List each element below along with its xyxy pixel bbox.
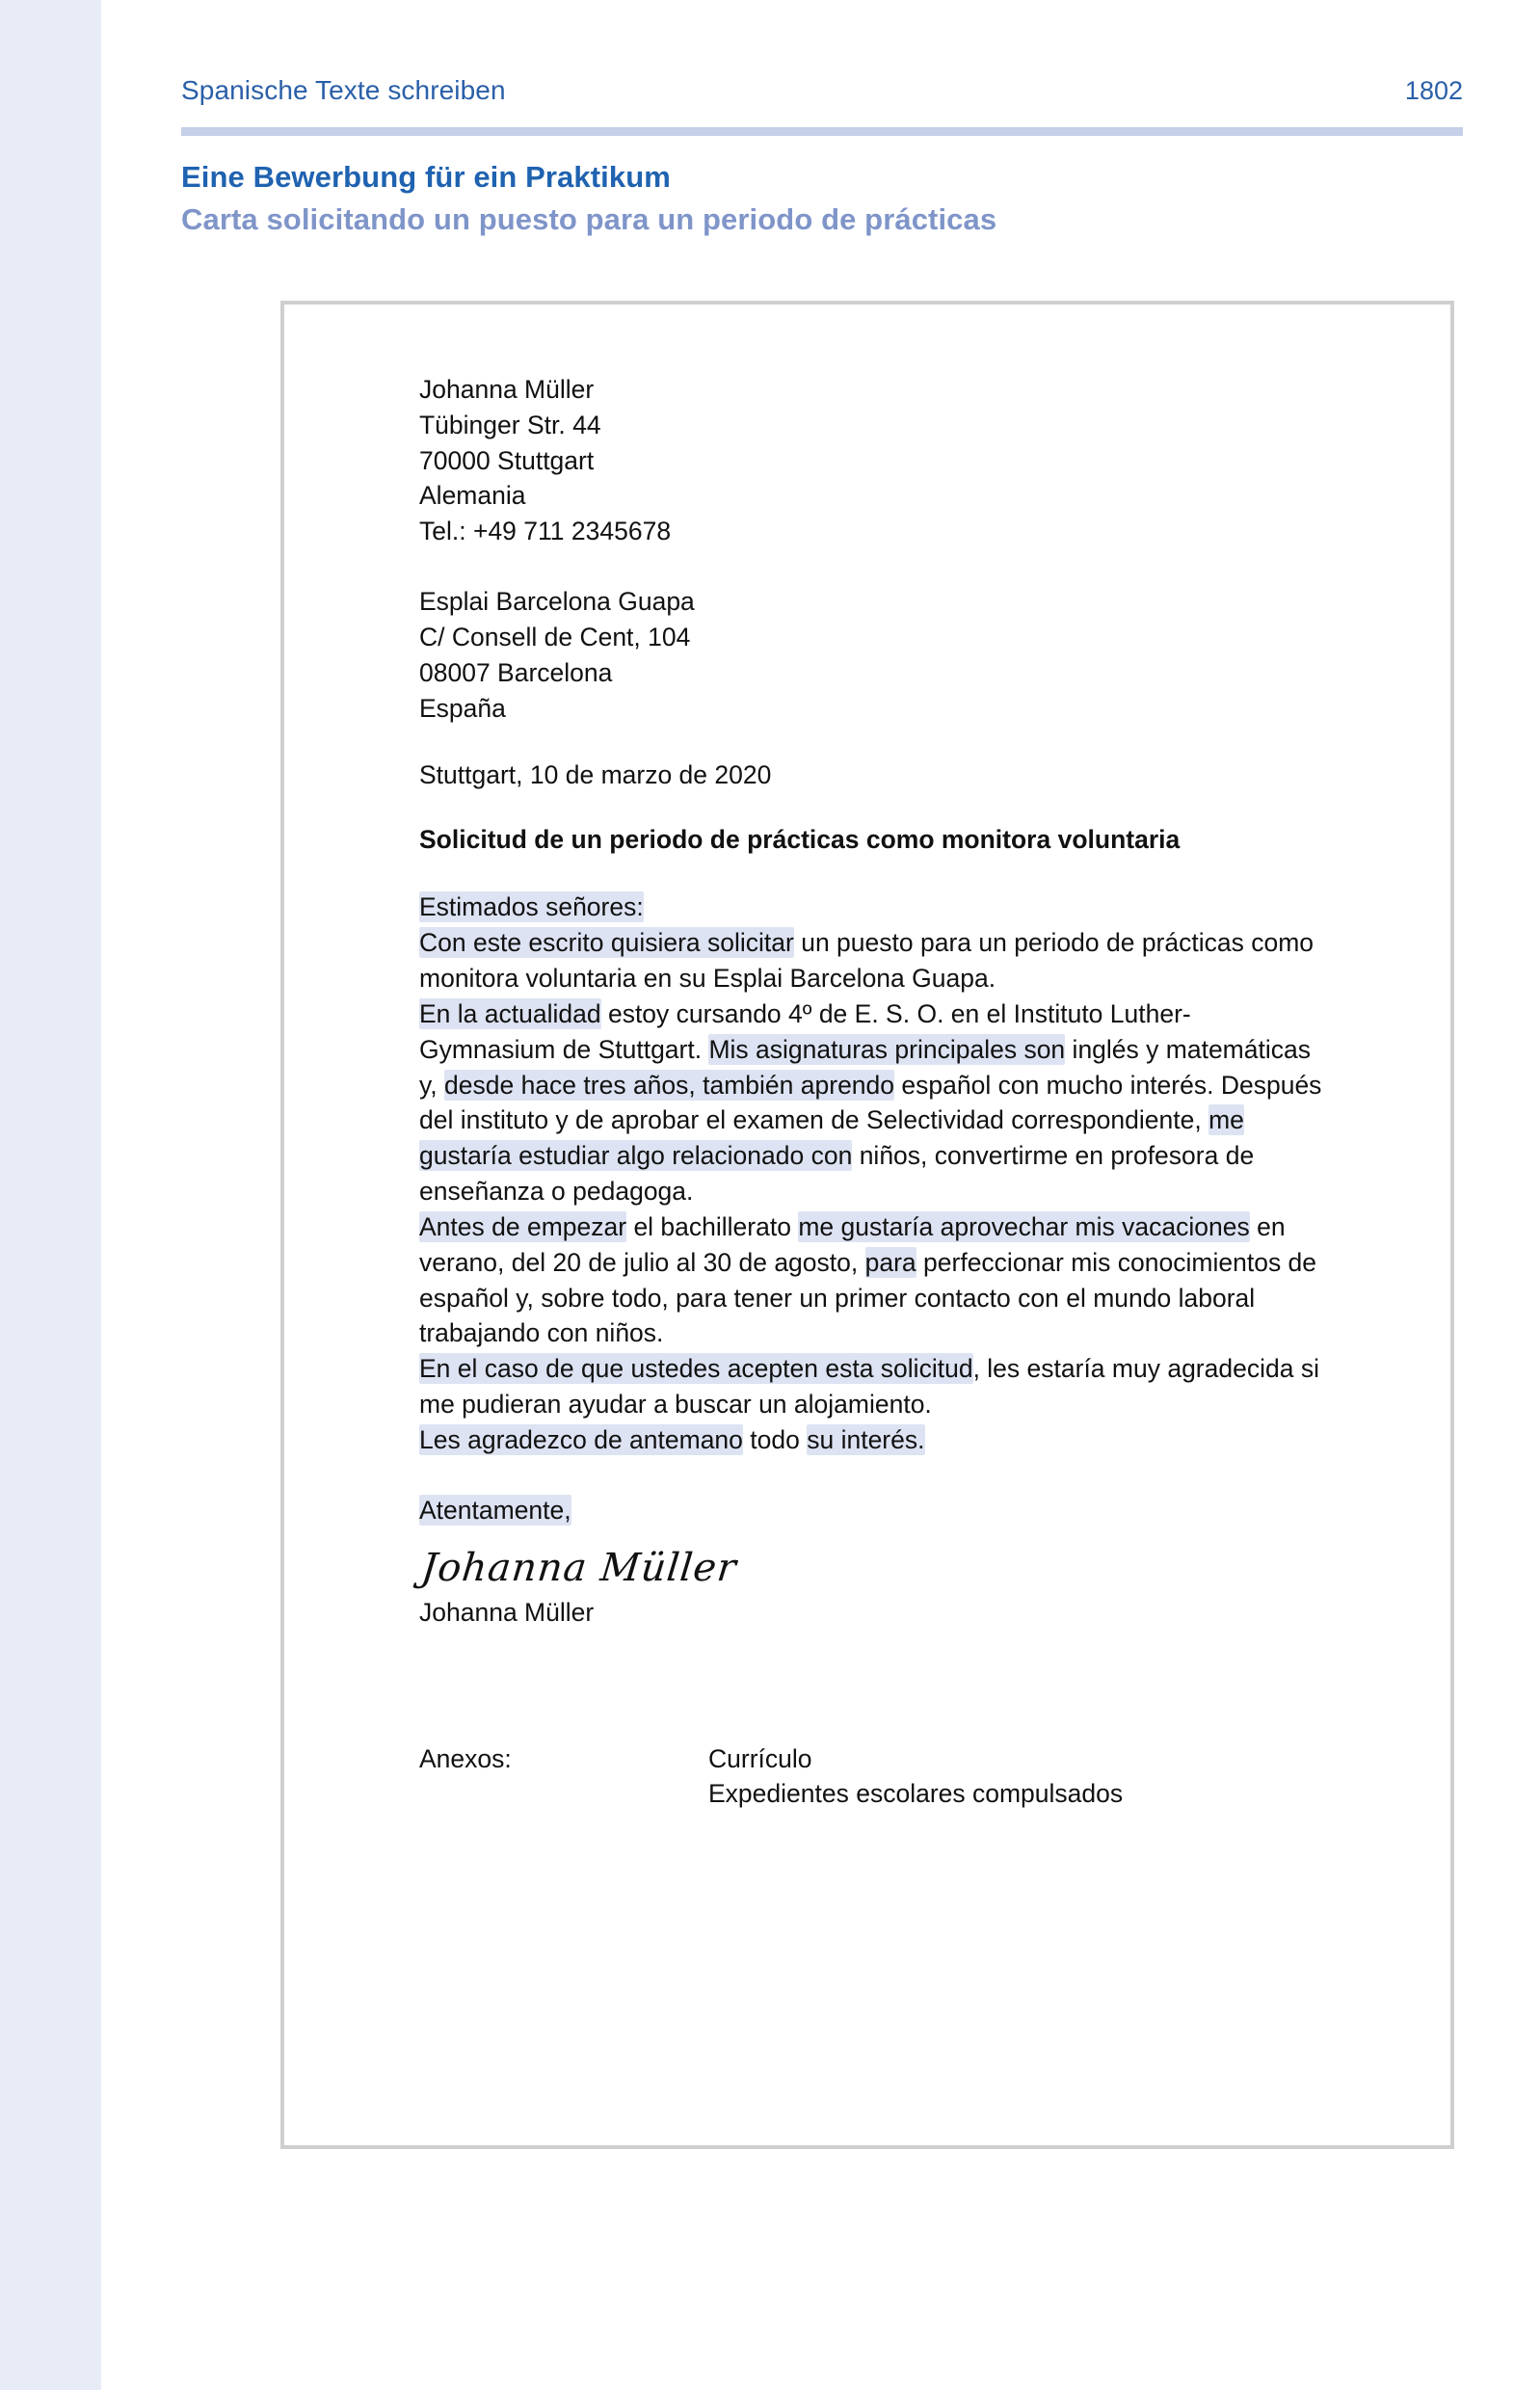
letter-closing xyxy=(419,1493,1325,1528)
page-header xyxy=(181,75,1463,106)
highlight-phrase: En la actualidad xyxy=(419,998,601,1028)
text-run: español con mucho interés. Después del instituto y de aprobar el examen de Selectividad correspondiente, xyxy=(419,1070,1322,1135)
highlight-phrase: para xyxy=(864,1247,916,1277)
highlight-phrase: Con este escrito quisiera solicitar xyxy=(419,928,794,958)
letter-date: Stuttgart, 10 de marzo de 2020 xyxy=(419,760,772,790)
spacer xyxy=(419,1628,1325,1741)
header-divider xyxy=(181,127,1463,136)
spacer xyxy=(419,1458,1325,1493)
recipient-line: Esplai Barcelona Guapa xyxy=(419,587,695,617)
handwritten-signature: Johanna Müller xyxy=(419,1545,739,1590)
text-run: perfeccionar mis conocimientos de español y, sobre todo, para tener un primer contacto con el mundo laboral trabajando con niños. xyxy=(419,1247,1317,1348)
recipient-line: España xyxy=(419,693,506,723)
letter-paragraph-2 xyxy=(419,996,1325,1209)
header-page-number: 1802 xyxy=(1404,76,1463,105)
sender-line: Alemania xyxy=(419,481,526,511)
highlight-phrase: En el caso de que ustedes acepten esta solicitud xyxy=(419,1354,973,1384)
sender-line: Tel.: +49 711 2345678 xyxy=(419,517,672,546)
spacer xyxy=(419,1528,1325,1546)
sender-line: 70000 Stuttgart xyxy=(419,445,595,475)
title-spanish: Carta solicitando un puesto para un periodo de prácticas xyxy=(181,202,997,237)
sender-line: Johanna Müller xyxy=(419,375,595,404)
attachments-label: Anexos: xyxy=(419,1743,512,1773)
spacer xyxy=(419,855,1325,890)
text-run: el bachillerato xyxy=(626,1211,799,1241)
highlight-phrase: Mis asignaturas principales son xyxy=(708,1034,1066,1064)
highlight-phrase: Les agradezco de antemano xyxy=(419,1424,743,1454)
highlight-phrase: desde hace tres años, también aprendo xyxy=(444,1070,895,1100)
header-title: Spanische Texte schreiben xyxy=(181,75,506,105)
text-run: todo xyxy=(742,1424,808,1454)
text-run: niños, convertirme en profesora de enseñanza o pedagoga. xyxy=(419,1141,1255,1207)
highlight-phrase: me gustaría estudiar algo relacionado con xyxy=(419,1105,1244,1171)
highlight-phrase: me gustaría aprovechar mis vacaciones xyxy=(798,1211,1250,1241)
letter-paragraph-5 xyxy=(419,1422,1325,1458)
text-run: , les estaría muy agradecida si me pudieran ayudar a buscar un alojamiento. xyxy=(419,1354,1319,1420)
signature-block xyxy=(419,1546,1325,1590)
text-run: inglés y matemáticas y, xyxy=(419,1034,1311,1100)
letter-paragraph-4 xyxy=(419,1351,1325,1422)
list-item: Currículo xyxy=(708,1743,812,1773)
attachments-block xyxy=(419,1741,1325,1813)
recipient-line: C/ Consell de Cent, 104 xyxy=(419,622,691,651)
attachments-list xyxy=(708,1741,1123,1813)
recipient-address xyxy=(419,584,1325,726)
section-titles xyxy=(181,156,1463,241)
letter-salutation xyxy=(419,890,1325,925)
highlight-phrase: Antes de empezar xyxy=(419,1211,627,1241)
recipient-line: 08007 Barcelona xyxy=(419,657,613,687)
title-german: Eine Bewerbung für ein Praktikum xyxy=(181,160,671,194)
letter-container xyxy=(280,301,1454,2149)
text-run: en verano, del 20 de julio al 30 de agosto, xyxy=(419,1211,1286,1277)
letter-subject: Solicitud de un periodo de prácticas como monitora voluntaria xyxy=(419,825,1181,855)
left-color-band xyxy=(0,0,101,2390)
spacer xyxy=(419,726,1325,760)
highlight-phrase: Atentamente, xyxy=(419,1495,571,1525)
text-run: estoy cursando 4º de E. S. O. en el Instituto Luther-Gymnasium de Stuttgart. xyxy=(419,998,1191,1064)
highlight-phrase: Estimados señores: xyxy=(419,892,644,922)
letter-body xyxy=(419,372,1325,1812)
letter-paragraph-3 xyxy=(419,1209,1325,1351)
spacer xyxy=(419,790,1325,825)
highlight-phrase: su interés. xyxy=(807,1424,925,1454)
text-run: un puesto para un periodo de prácticas como monitora voluntaria en su Esplai Barcelona Guapa. xyxy=(419,928,1314,994)
list-item: Expedientes escolares compulsados xyxy=(708,1779,1124,1809)
spacer xyxy=(419,1590,1325,1598)
spacer xyxy=(419,549,1325,584)
letter-paragraph-1 xyxy=(419,925,1325,996)
sender-line: Tübinger Str. 44 xyxy=(419,410,601,439)
sender-address xyxy=(419,372,1325,549)
signature-printed-name: Johanna Müller xyxy=(419,1597,595,1627)
page-content xyxy=(101,0,1540,2390)
